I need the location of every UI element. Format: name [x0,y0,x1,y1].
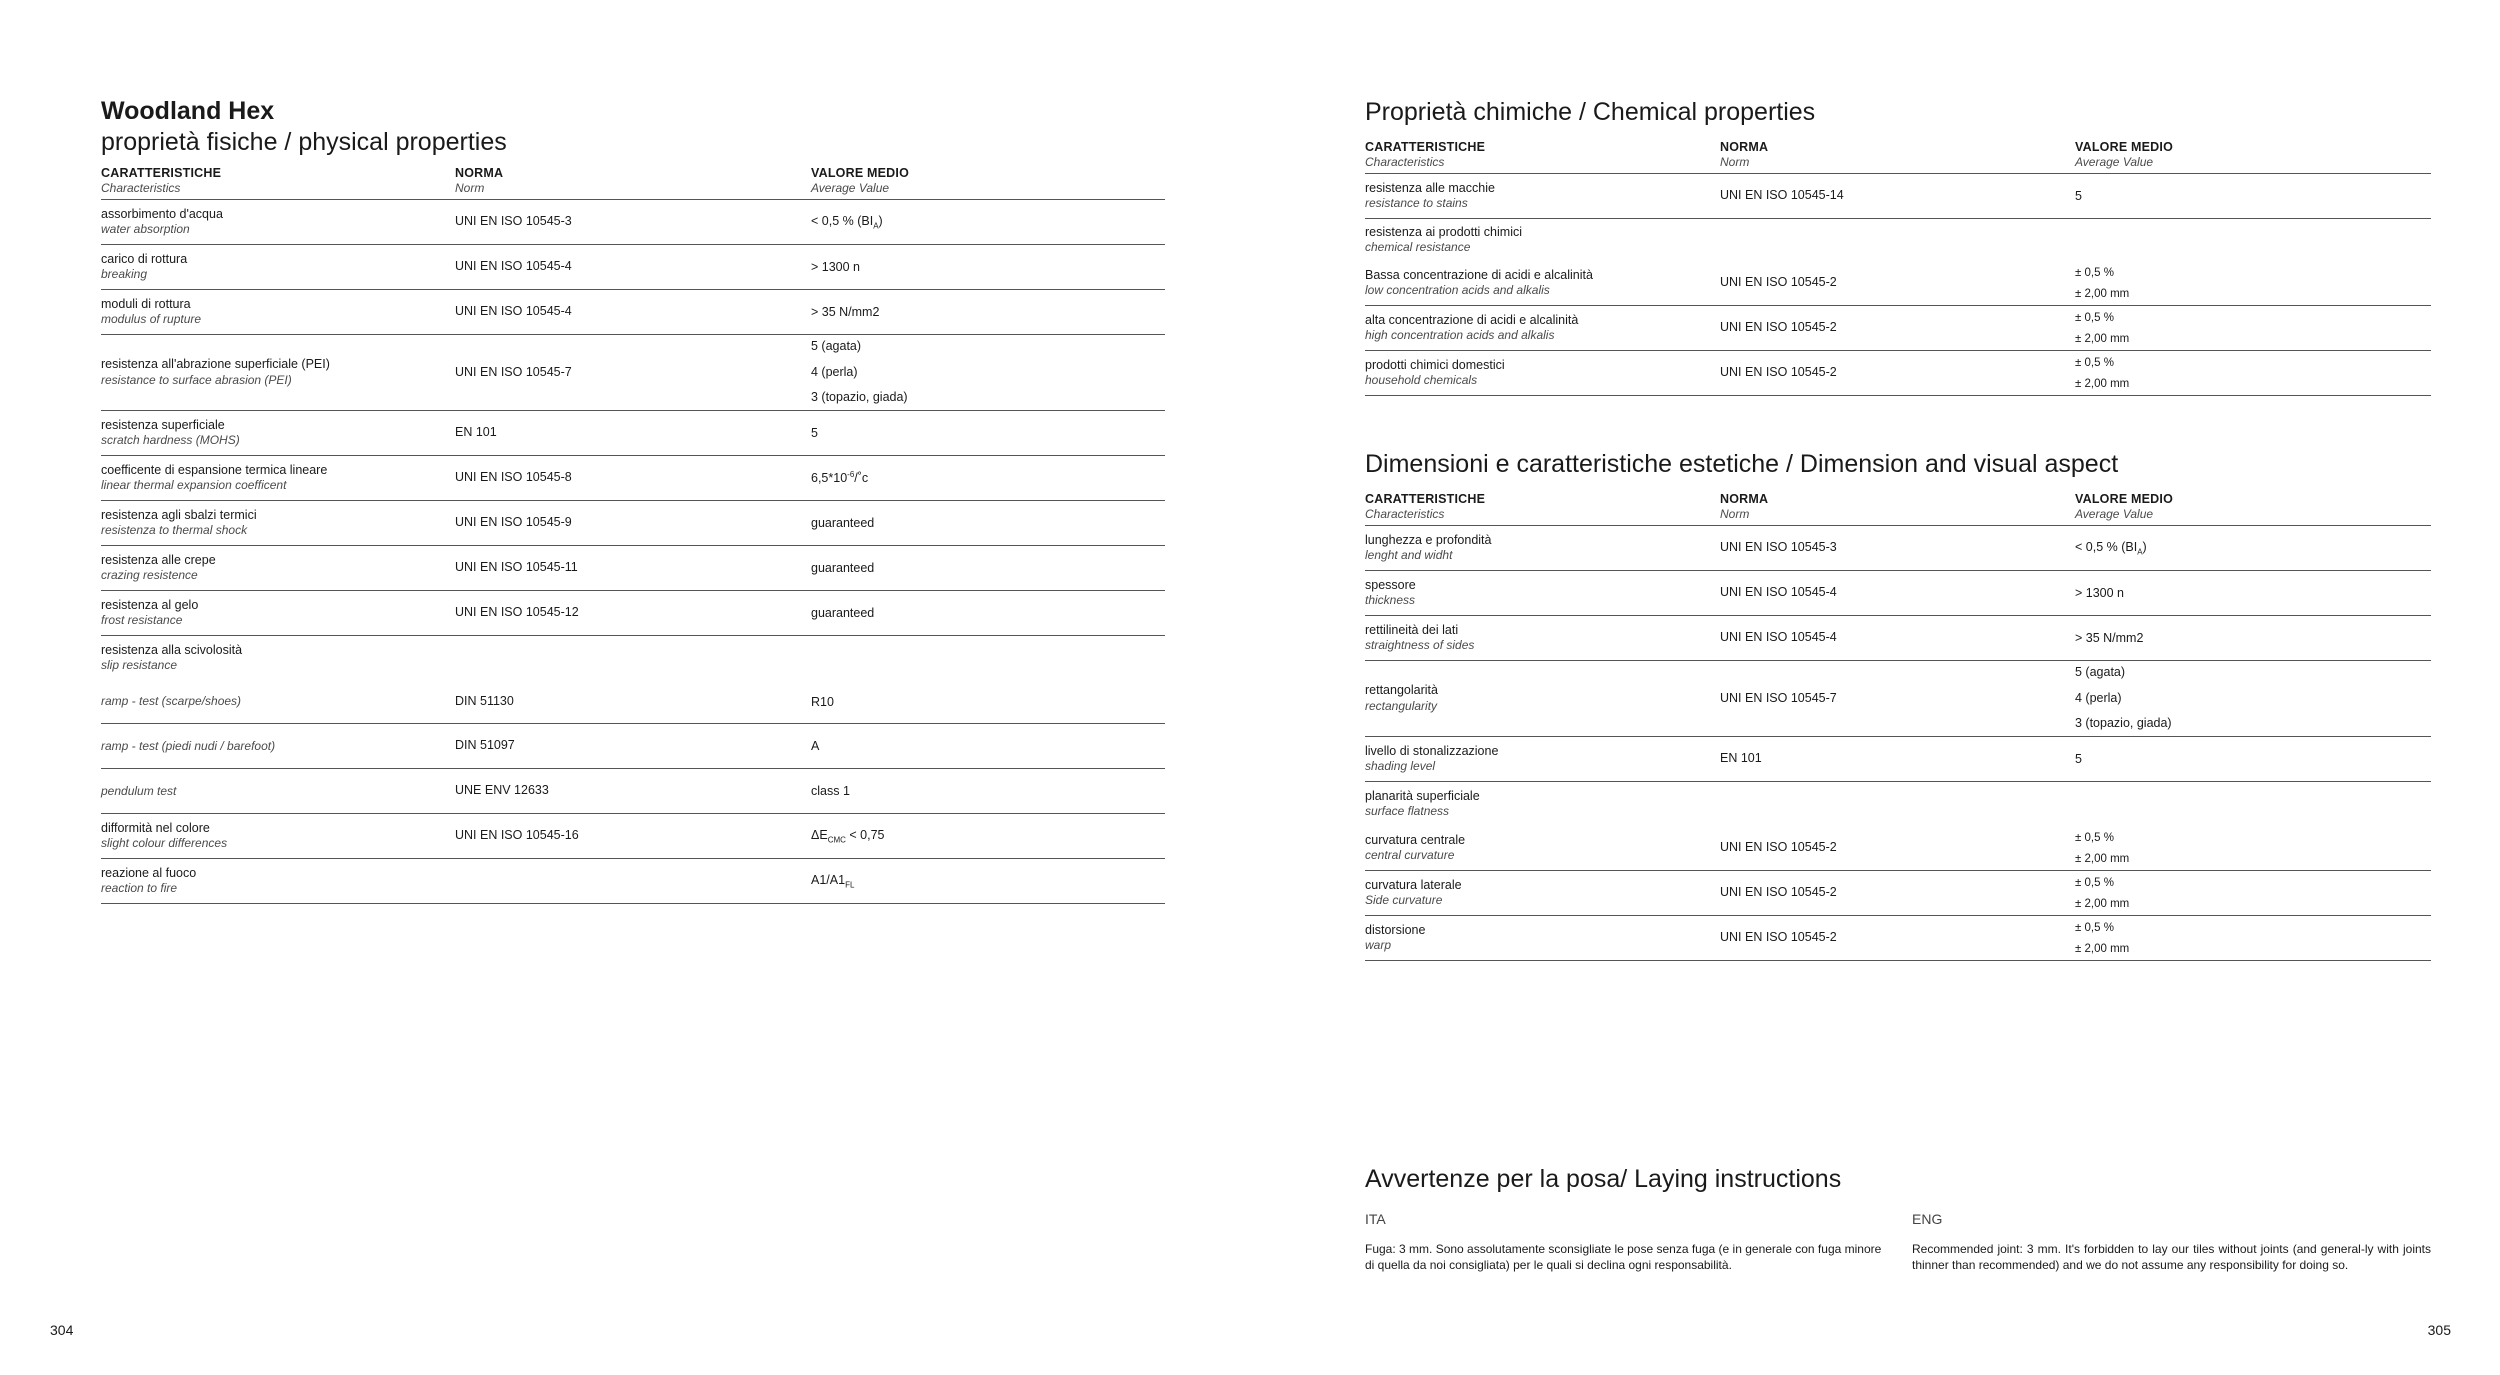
row-label-en: household chemicals [1365,373,1478,388]
row-label-en: straightness of sides [1365,638,1475,653]
row-value: 5 (agata) [811,339,862,354]
laying-title: Avvertenze per la posa/ Laying instructions [1365,1165,1842,1193]
row-label: rettangolarità [1365,683,1438,698]
header-norm-en: Norm [1720,507,1750,521]
test-name: ramp - test (scarpe/shoes) [101,694,242,708]
table-row [101,200,1165,245]
row-norm: UNI EN ISO 10545-12 [455,605,579,620]
row-label: Bassa concentrazione di acidi e alcalinità [1365,267,1593,282]
chemical-properties-section [1365,96,2431,396]
table-row [1365,306,2431,351]
laying-ita-column [1365,1211,1885,1273]
physical-properties-section [101,96,1165,904]
test-name: pendulum test [101,783,177,798]
header-characteristics-en: Characteristics [1365,507,1445,521]
header-value-en: Average Value [2075,507,2154,521]
row-value [811,873,1165,890]
row-value: 5 [2075,189,2082,203]
row-value [811,470,1165,485]
table-row [101,591,1165,636]
ita-text: Fuga: 3 mm. Sono assolutamente sconsigliate le pose senza fuga (e in generale con fuga minore di quella da noi consigliata) per le quali si declina ogni responsabilità. [1365,1242,1882,1272]
row-value [2075,540,2431,557]
slip-resistance-heading [101,636,1165,680]
row-label-en: resistance to surface abrasion (PEI) [101,372,292,387]
value-end: < 0,75 [845,827,885,842]
row-value: 4 (perla) [2075,690,2122,705]
row-value: ± 0,5 % [2075,921,2114,934]
table-row [101,814,1165,859]
table-header [101,166,1165,200]
dimension-table [1365,492,2431,961]
row-value: 3 (topazio, giada) [2075,716,2172,731]
row-value: > 35 N/mm2 [2075,631,2144,645]
header-norm-en: Norm [455,181,485,195]
row-label: resistenza agli sbalzi termici [101,507,257,522]
row-value: ± 0,5 % [2075,876,2114,889]
row-norm: UNI EN ISO 10545-4 [1720,630,1837,645]
row-label-en: resistance to stains [1365,196,1468,211]
row-value: ± 0,5 % [2075,831,2114,844]
row-value-list [2075,831,2431,866]
row-label: assorbimento d'acqua [101,206,223,221]
row-norm: UNI EN ISO 10545-2 [1720,885,1837,900]
row-value: ± 0,5 % [2075,356,2114,369]
header-norm: NORMA [1720,140,1769,154]
row-value-list [2075,266,2431,301]
row-value-list [2075,876,2431,911]
table-row [101,245,1165,290]
row-label: curvatura laterale [1365,877,1462,892]
dimension-section [1365,448,2431,961]
row-label-en: water absorption [101,222,190,237]
row-norm: UNI EN ISO 10545-8 [455,470,572,485]
header-norm: NORMA [1720,492,1769,506]
row-value: 4 (perla) [811,364,858,379]
table-row [101,769,1165,814]
row-value: A [811,739,820,753]
row-label-en: slip resistance [101,658,178,673]
row-value: ± 2,00 mm [2075,332,2130,345]
row-label-en: lenght and widht [1365,548,1453,563]
row-label-en: low concentration acids and alkalis [1365,283,1550,298]
header-characteristics: CARATTERISTICHE [1365,492,1486,506]
table-row [1365,916,2431,961]
table-row [1365,571,2431,616]
row-norm: UNI EN ISO 10545-4 [455,304,572,319]
value-sub: FL [845,880,855,890]
row-label: alta concentrazione di acidi e alcalinità [1365,312,1579,327]
table-row [1365,261,2431,306]
row-value-list [811,339,1165,406]
row-value: 3 (topazio, giada) [811,390,908,405]
row-label-en: scratch hardness (MOHS) [101,433,240,448]
section-subtitle: proprietà fisiche / physical properties [101,128,507,156]
value-sub: A [2137,547,2143,557]
row-value: guaranteed [811,516,875,530]
row-value-list [2075,356,2431,391]
row-norm: UNI EN ISO 10545-11 [455,560,578,575]
row-label: rettilineità dei lati [1365,622,1459,637]
value-main: ΔE [811,827,828,842]
row-value [811,214,1165,231]
row-label-en: crazing resistence [101,568,198,583]
laying-instructions-section [1365,1163,2431,1273]
value-sub: CMC [827,835,846,845]
table-row [1365,351,2431,396]
row-value: ± 2,00 mm [2075,852,2130,865]
row-norm: UNI EN ISO 10545-2 [1720,275,1837,290]
row-value: ± 2,00 mm [2075,377,2130,390]
header-characteristics-en: Characteristics [101,181,181,195]
row-label-en: Side curvature [1365,893,1443,908]
row-label: resistenza all'abrazione superficiale (PEI) [101,357,330,372]
row-label: prodotti chimici domestici [1365,357,1505,372]
row-label: livello di stonalizzazione [1365,743,1499,758]
row-norm: UNI EN ISO 10545-2 [1720,840,1837,855]
value-main: A1/A1 [811,872,846,887]
row-norm: UNI EN ISO 10545-2 [1720,320,1837,335]
row-norm: UNI EN ISO 10545-2 [1720,930,1837,945]
row-norm: UNI EN ISO 10545-16 [455,828,579,843]
row-label: coefficente di espansione termica lineare [101,462,328,477]
row-norm: UNI EN ISO 10545-4 [455,259,572,274]
value-sub: A [873,221,879,231]
table-row [101,501,1165,546]
row-label-en: resistenza to thermal shock [101,523,248,538]
row-value: guaranteed [811,561,875,575]
table-row [1365,616,2431,661]
laying-columns [1365,1211,2431,1273]
table-row [101,859,1165,904]
row-label: resistenza alle macchie [1365,180,1495,195]
physical-properties-table [101,166,1165,904]
row-norm: UNI EN ISO 10545-9 [455,515,572,530]
row-label-en: reaction to fire [101,881,178,896]
header-value-en: Average Value [811,181,890,195]
value-main: < 0,5 % (BI [811,213,874,228]
row-value: 5 (agata) [2075,665,2126,680]
row-norm: UNI EN ISO 10545-14 [1720,188,1844,203]
row-label: planarità superficiale [1365,788,1480,803]
row-label: distorsione [1365,922,1426,937]
table-row [1365,871,2431,916]
table-row [1365,826,2431,871]
row-norm: UNI EN ISO 10545-7 [1720,690,1837,705]
row-label-en: central curvature [1365,848,1455,863]
row-label-en: warp [1365,938,1392,953]
header-value-en: Average Value [2075,155,2154,169]
row-value: class 1 [811,784,850,798]
row-label-en: high concentration acids and alkalis [1365,328,1555,343]
test-name: ramp - test (piedi nudi / barefoot) [101,738,276,753]
row-value: ± 2,00 mm [2075,897,2130,910]
row-norm: DIN 51130 [455,693,514,708]
row-value: > 1300 n [2075,586,2125,600]
row-norm: UNE ENV 12633 [455,783,549,798]
row-label-en: frost resistance [101,613,183,628]
surface-flatness-heading [1365,782,2431,826]
row-value: ± 0,5 % [2075,311,2114,324]
row-label-en: breaking [101,267,148,282]
row-label-en: surface flatness [1365,804,1450,819]
row-label: difformità nel colore [101,820,210,835]
laying-eng-column [1912,1211,2431,1273]
row-label: moduli di rottura [101,296,191,311]
chemical-title: Proprietà chimiche / Chemical properties [1365,98,1816,126]
row-label-en: rectangularity [1365,698,1438,713]
header-characteristics: CARATTERISTICHE [1365,140,1486,154]
table-row [101,724,1165,769]
value-end: ) [878,213,883,228]
row-value-list [2075,311,2431,346]
row-label-en: chemical resistance [1365,240,1471,255]
row-value-list [2075,665,2431,732]
dimension-title: Dimensioni e caratteristiche estetiche / Dimension and visual aspect [1365,450,2119,478]
row-label-en: thickness [1365,593,1416,608]
table-row [1365,526,2431,571]
row-label: curvatura centrale [1365,832,1466,847]
table-row [101,411,1165,456]
row-value: ± 0,5 % [2075,266,2114,279]
table-row [101,456,1165,501]
table-row [101,335,1165,411]
right-page [1250,0,2500,1375]
row-value: R10 [811,694,834,709]
row-value: ± 2,00 mm [2075,287,2130,300]
row-value: > 1300 n [811,260,861,274]
row-norm: UNI EN ISO 10545-3 [1720,540,1837,555]
value-main: < 0,5 % (BI [2075,539,2138,554]
row-value-list [2075,921,2431,956]
row-value [811,828,1165,845]
row-label: carico di rottura [101,251,188,266]
header-norm-en: Norm [1720,155,1750,169]
row-value: guaranteed [811,606,875,620]
chemical-properties-table [1365,140,2431,396]
value-end: /˚c [854,471,869,486]
row-label: lunghezza e profondità [1365,532,1492,547]
row-label-en: modulus of rupture [101,312,202,327]
row-value: ± 2,00 mm [2075,942,2130,955]
row-label-en: shading level [1365,759,1436,774]
chemical-resistance-heading [1365,219,2431,261]
page-number: 304 [50,1322,74,1338]
table-row [101,546,1165,591]
value-sup: -6 [847,470,855,480]
table-row [1365,174,2431,219]
row-norm: EN 101 [455,425,497,440]
table-row [1365,661,2431,737]
row-norm: EN 101 [1720,751,1762,766]
row-value: > 35 N/mm2 [811,305,880,319]
header-value: VALORE MEDIO [2075,492,2174,506]
product-title: Woodland Hex [101,97,275,125]
row-norm: DIN 51097 [455,738,515,753]
row-norm: UNI EN ISO 10545-2 [1720,365,1837,380]
page-number: 305 [2427,1322,2451,1338]
header-characteristics-en: Characteristics [1365,155,1445,169]
table-row [101,680,1165,724]
header-norm: NORMA [455,166,504,180]
table-row [101,290,1165,335]
row-value: 5 [811,426,818,440]
row-label-en: linear thermal expansion coefficent [101,478,287,493]
row-label: reazione al fuoco [101,865,197,880]
table-row [1365,737,2431,782]
row-label: resistenza alle crepe [101,552,216,567]
row-norm: UNI EN ISO 10545-3 [455,214,572,229]
eng-label: ENG [1912,1211,1943,1227]
row-label: resistenza superficiale [101,417,225,432]
table-header [1365,492,2431,526]
header-value: VALORE MEDIO [811,166,910,180]
row-label-en: slight colour differences [101,836,228,851]
ita-label: ITA [1365,1211,1386,1227]
row-value: 5 [2075,752,2082,766]
row-label: resistenza alla scivolosità [101,642,243,657]
table-header [1365,140,2431,174]
eng-text: Recommended joint: 3 mm. It's forbidden to lay our tiles without joints (and general-ly with joints thinner than recommended) and we do not assume any responsibility for doing so. [1912,1242,2431,1272]
value-main: 6,5*10 [811,471,848,486]
row-label: spessore [1365,577,1416,592]
row-norm: UNI EN ISO 10545-4 [1720,585,1837,600]
row-label: resistenza ai prodotti chimici [1365,224,1523,239]
header-characteristics: CARATTERISTICHE [101,166,222,180]
row-norm: UNI EN ISO 10545-7 [455,364,572,379]
value-end: ) [2142,539,2147,554]
header-value: VALORE MEDIO [2075,140,2174,154]
row-label: resistenza al gelo [101,597,199,612]
